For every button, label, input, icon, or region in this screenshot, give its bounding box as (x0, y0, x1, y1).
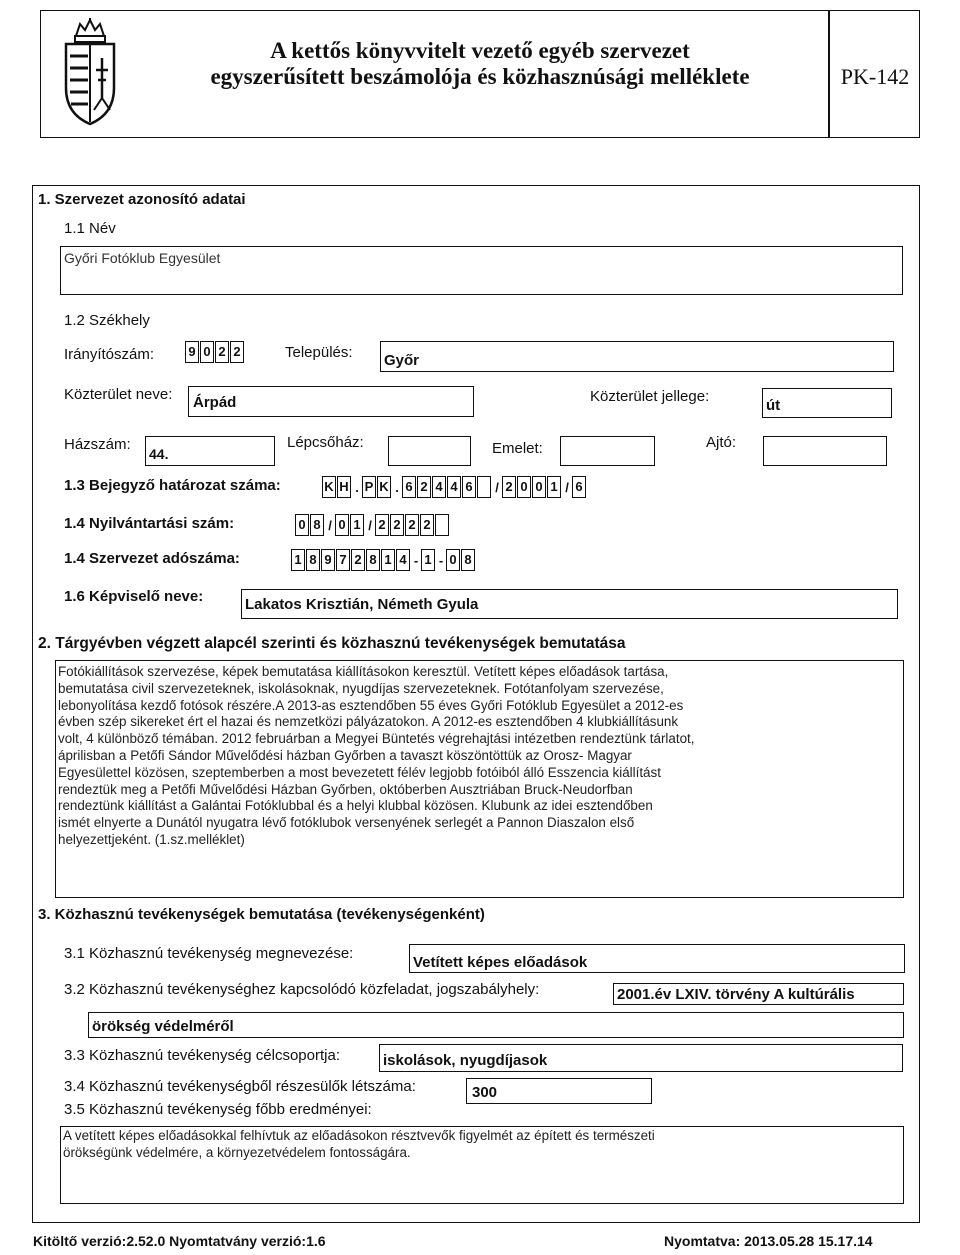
text-line: Fotókiállítások szervezése, képek bemutatása kiállításokon keresztül. Vetített képes előadások tartása, (58, 664, 669, 679)
city-label: Település: (285, 344, 353, 361)
digit-cell[interactable]: 1 (350, 514, 364, 536)
text-line: volt, 4 különböző témában. 2012 februárban a Megyei Büntetés végrehajtási intézetben rendeztünk tárlatot, (58, 731, 695, 747)
digit-cell[interactable]: 0 (295, 514, 309, 536)
street-type-field[interactable] (762, 388, 892, 418)
name-label: 1.1 Név (64, 220, 116, 237)
target-label: 3.3 Közhasznú tevékenység célcsoportja: (64, 1047, 340, 1064)
rep-label: 1.6 Képviselő neve: (64, 588, 204, 605)
coat-of-arms-logo (58, 18, 122, 128)
footer-printed: Nyomtatva: 2013.05.28 15.17.14 (664, 1233, 873, 1249)
separator: / (495, 479, 499, 495)
digit-cell[interactable]: 4 (396, 549, 410, 571)
title-line-2: egyszerűsített beszámolója és közhasznúsági melléklete (210, 64, 750, 89)
text-line: ismét elnyerte a Dunától nyugatra lévő fotóklubok versenyének serlegét a Pannon Diaszalon első (58, 815, 635, 831)
name-value: Győri Fotóklub Egyesület (64, 250, 221, 266)
stair-field[interactable] (388, 436, 471, 466)
zip-cells[interactable] (185, 341, 245, 363)
digit-cell[interactable] (435, 514, 449, 536)
digit-cell[interactable]: H (337, 476, 351, 498)
digit-cell[interactable]: 2 (417, 476, 431, 498)
zip-cell[interactable]: 2 (230, 341, 244, 363)
digit-cell[interactable]: 6 (572, 476, 586, 498)
digit-cell[interactable]: 2 (351, 549, 365, 571)
digit-cell[interactable]: 0 (335, 514, 349, 536)
digit-cell[interactable]: 2 (405, 514, 419, 536)
form-code: PK-142 (840, 64, 910, 89)
tax-number-cells[interactable] (291, 549, 476, 571)
target-value: iskolások, nyugdíjasok (383, 1052, 548, 1069)
digit-cell[interactable]: 2 (420, 514, 434, 536)
digit-cell[interactable] (477, 476, 491, 498)
street-type-label: Közterület jellege: (590, 388, 710, 405)
records-label: 1.4 Nyilvántartási szám: (64, 515, 235, 532)
digit-cell[interactable]: 1 (381, 549, 395, 571)
separator: / (328, 517, 332, 533)
count-value: 300 (472, 1084, 498, 1101)
text-line: helyezettjeként. (1.sz.melléklet) (58, 831, 245, 847)
records-number-cells[interactable] (295, 514, 450, 536)
separator: - (413, 552, 419, 568)
digit-cell[interactable]: 8 (310, 514, 324, 536)
text-line: rendeztünk kiállítást a Galántai Fotóklubbal és a helyi klubbal közösen. Klubunk az idei esztendőben (58, 798, 653, 814)
separator: . (355, 479, 359, 495)
reg-label: 1.3 Bejegyző határozat száma: (64, 477, 281, 494)
digit-cell[interactable]: 2 (502, 476, 516, 498)
separator: - (438, 552, 444, 568)
section3-heading: 3. Közhasznú tevékenységek bemutatása (tevékenységenként) (38, 906, 485, 923)
zip-label: Irányítószám: (64, 346, 155, 363)
digit-cell[interactable]: 6 (402, 476, 416, 498)
house-label: Házszám: (64, 436, 131, 453)
digit-cell[interactable]: K (322, 476, 336, 498)
activity-value: Vetített képes előadások (413, 954, 588, 971)
city-field[interactable] (380, 341, 894, 372)
text-line: lebonyolítása kezdő fotósok részére.A 2013-as esztendőben 55 éves Győri Fotóklub Egyesület a 2012-es (58, 697, 684, 713)
digit-cell[interactable]: 8 (461, 549, 475, 571)
digit-cell[interactable]: P (362, 476, 376, 498)
rep-value: Lakatos Krisztián, Németh Gyula (245, 596, 479, 613)
text-line: áprilisban a Petőfi Sándor Művelődési házban Győrben a tavaszt köszöntöttük az Orosz- Magyar (58, 747, 632, 763)
digit-cell[interactable]: 4 (447, 476, 461, 498)
text-line: A vetített képes előadásokkal felhívtuk az előadásokon résztvevők figyelmét az épített és természeti (63, 1128, 655, 1143)
task-value-2: örökség védelméről (92, 1018, 234, 1035)
section2-heading: 2. Tárgyévben végzett alapcél szerinti és közhasznú tevékenységek bemutatása (38, 635, 626, 652)
text-line: évben szép sikereket ért el hazai és nemzetközi pályázatokon. A 2012-es esztendőben 4 klubkiállításunk (58, 714, 679, 730)
text-line: Egyesülettel közösen, szeptemberben a most bevezetett félév legjobb fotóiból álló Esszencia kiállítást (58, 764, 661, 780)
stair-label: Lépcsőház: (287, 434, 364, 451)
digit-cell[interactable]: 1 (291, 549, 305, 571)
task-value-1: 2001.év LXIV. törvény A kultúrális (617, 986, 855, 1003)
activity-label: 3.1 Közhasznú tevékenység megnevezése: (64, 945, 354, 962)
digit-cell[interactable]: K (377, 476, 391, 498)
reg-number-cells[interactable] (322, 476, 587, 498)
digit-cell[interactable]: 0 (517, 476, 531, 498)
digit-cell[interactable]: 0 (446, 549, 460, 571)
zip-cell[interactable]: 0 (200, 341, 214, 363)
zip-cell[interactable]: 2 (215, 341, 229, 363)
floor-label: Emelet: (492, 440, 543, 457)
floor-field[interactable] (560, 436, 655, 466)
door-field[interactable] (763, 436, 887, 466)
digit-cell[interactable]: 8 (366, 549, 380, 571)
title-line-1: A kettős könyvvitelt vezető egyéb szervezet (270, 38, 690, 63)
text-line: bemutatása civil szervezeteknek, iskolásoknak, nyugdíjas szervezeteknek. Fotótanfolyam szervezése, (58, 680, 664, 696)
digit-cell[interactable]: 0 (532, 476, 546, 498)
seat-label: 1.2 Székhely (64, 312, 150, 329)
activities-text (58, 664, 694, 849)
digit-cell[interactable]: 6 (462, 476, 476, 498)
city-value: Győr (384, 352, 420, 369)
digit-cell[interactable]: 8 (306, 549, 320, 571)
digit-cell[interactable]: 7 (336, 549, 350, 571)
tax-label: 1.4 Szervezet adószáma: (64, 550, 240, 567)
separator: / (368, 517, 372, 533)
zip-cell[interactable]: 9 (185, 341, 199, 363)
street-value: Árpád (193, 394, 237, 411)
digit-cell[interactable]: 9 (321, 549, 335, 571)
digit-cell[interactable]: 1 (547, 476, 561, 498)
digit-cell[interactable]: 2 (375, 514, 389, 536)
door-label: Ajtó: (706, 434, 737, 451)
text-line: örökségünk védelmére, a környezetvédelem fontosságára. (63, 1144, 411, 1160)
section1-heading: 1. Szervezet azonosító adatai (38, 191, 246, 208)
results-label: 3.5 Közhasznú tevékenység főbb eredményei: (64, 1101, 372, 1118)
footer-versions: Kitöltő verzió:2.52.0 Nyomtatvány verzió:1.6 (33, 1233, 326, 1249)
separator: . (395, 479, 399, 495)
text-line: rendeztük meg a Petőfi Művelődési Házban Győrben, októberben Ausztriában Bruck-Neudorfban (58, 781, 633, 797)
separator: / (565, 479, 569, 495)
task-label: 3.2 Közhasznú tevékenységhez kapcsolódó közfeladat, jogszabályhely: (64, 981, 540, 998)
count-label: 3.4 Közhasznú tevékenységből részesülők létszáma: (64, 1078, 416, 1095)
house-value: 44. (149, 446, 169, 462)
form-title (140, 38, 820, 90)
street-type-value: út (766, 397, 781, 414)
street-label: Közterület neve: (64, 386, 173, 403)
digit-cell[interactable]: 2 (390, 514, 404, 536)
digit-cell[interactable]: 4 (432, 476, 446, 498)
results-text (63, 1128, 655, 1162)
digit-cell[interactable]: 1 (421, 549, 435, 571)
